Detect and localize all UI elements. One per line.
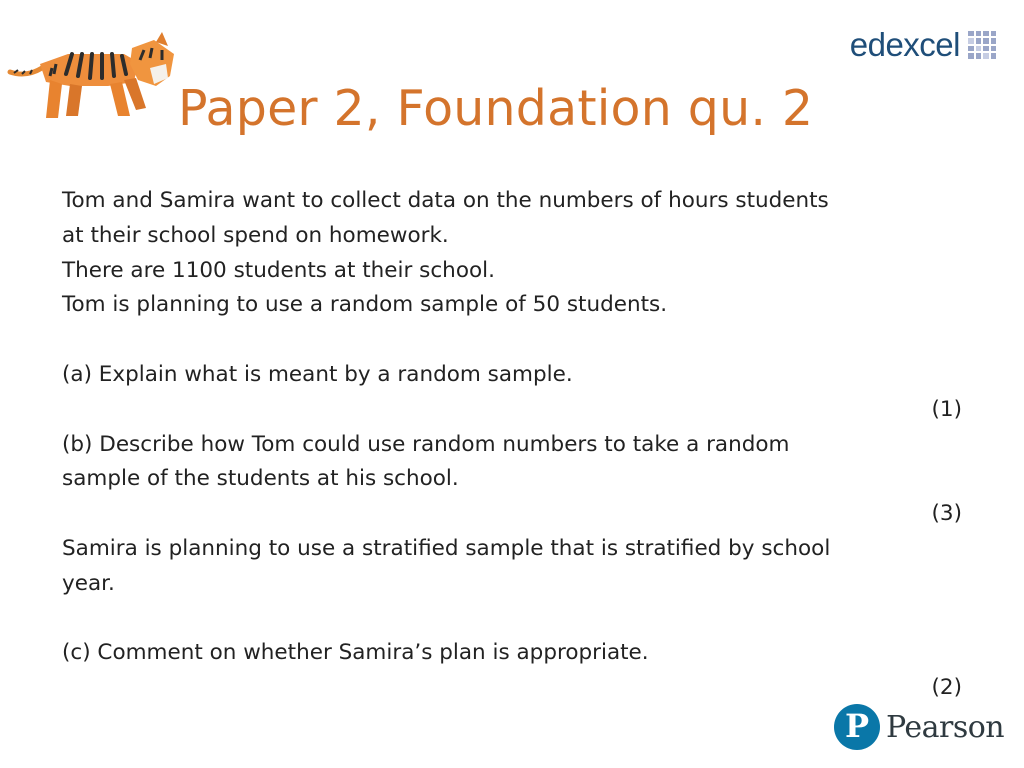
samira-line-2: year. — [62, 570, 115, 596]
part-b-line-2: sample of the students at his school. — [62, 466, 459, 492]
intro-line-2: at their school spend on homework. — [62, 222, 449, 248]
part-b-line-1: (b) Describe how Tom could use random numbers to take a random — [62, 431, 790, 457]
tiger-illustration-icon — [6, 24, 176, 120]
edexcel-wordmark: edexcel — [849, 26, 960, 63]
intro-line-3: There are 1100 students at their school. — [62, 257, 495, 283]
spacer — [62, 323, 962, 358]
spacer — [62, 602, 962, 637]
page-title: Paper 2, Foundation qu. 2 — [178, 80, 814, 137]
edexcel-logo — [850, 28, 996, 61]
question-text — [62, 184, 962, 706]
intro-line-1: Tom and Samira want to collect data on the numbers of hours students — [62, 188, 829, 213]
part-c: (c) Comment on whether Samira’s plan is appropriate. — [62, 640, 649, 666]
edexcel-grid-icon — [968, 31, 996, 59]
intro-line-4: Tom is planning to use a random sample of 50 students. — [62, 292, 668, 318]
pearson-p-icon: P — [834, 704, 880, 750]
part-a: (a) Explain what is meant by a random sample. — [62, 361, 573, 387]
samira-line-1: Samira is planning to use a stratified sample that is stratified by school — [62, 535, 831, 561]
part-c-marks: (2) — [931, 675, 962, 701]
part-b-marks: (3) — [931, 501, 962, 527]
pearson-wordmark: Pearson — [886, 709, 1005, 745]
pearson-logo — [834, 704, 1004, 750]
part-a-marks: (1) — [931, 396, 962, 422]
